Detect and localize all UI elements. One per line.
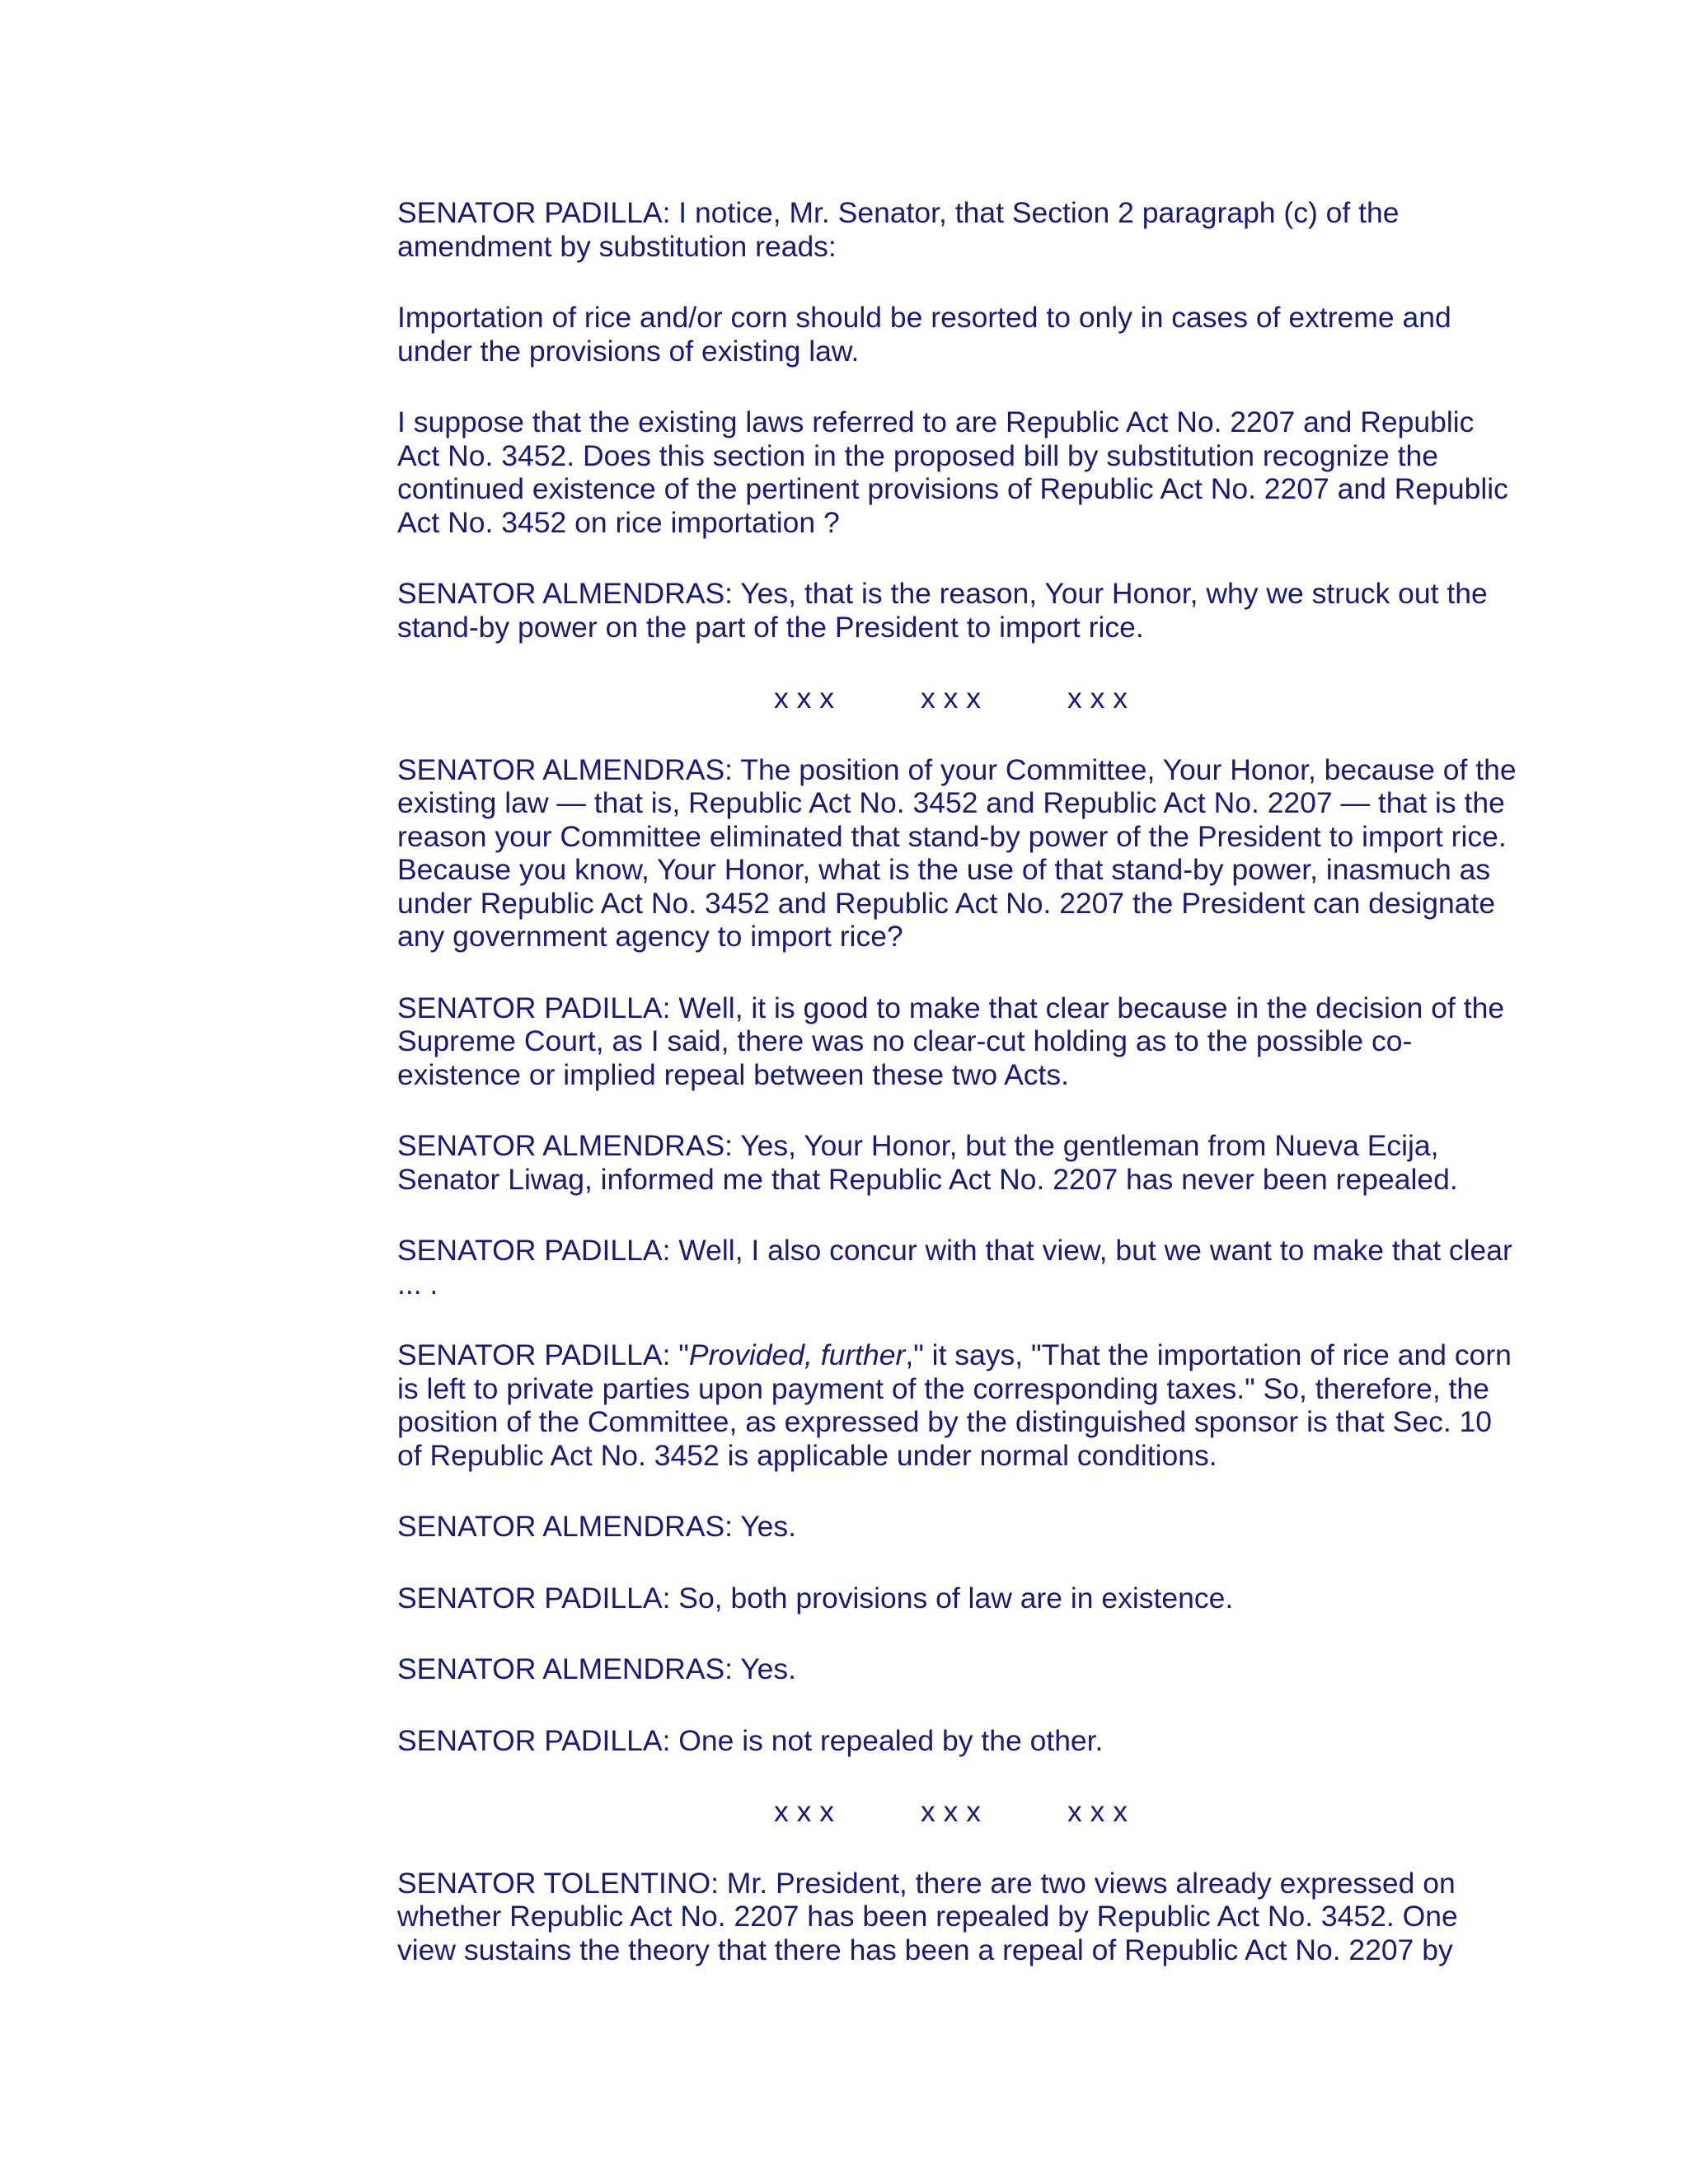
section-separator [397,1795,1518,1829]
separator-mark: x x x [1067,1795,1128,1828]
paragraph-almendras-yes-1: SENATOR ALMENDRAS: Yes. [397,1510,797,1543]
paragraph-padilla-provided-further [397,1338,1518,1472]
paragraph-padilla-both-provisions: SENATOR PADILLA: So, both provisions of law are in existence. [397,1581,1234,1615]
separator-mark: x x x [774,1795,834,1828]
paragraph-quoted-provision: Importation of rice and/or corn should be resorted to only in cases of extreme and under the provisions of existing law. [397,301,1451,368]
paragraph-padilla-concur: SENATOR PADILLA: Well, I also concur with that view, but we want to make that clear ... . [397,1234,1512,1301]
paragraph-existing-laws: I suppose that the existing laws referred to are Republic Act No. 2207 and Republic Act No. 3452. Does this section in the proposed bill by substitution recognize the continued existence of the pertinent provisions of Republic Act No. 2207 and Republic Act No. 3452 on rice importation ? [397,405,1508,539]
paragraph-padilla-notice: SENATOR PADILLA: I notice, Mr. Senator, that Section 2 paragraph (c) of the amendment by substitution reads: [397,196,1400,263]
paragraph-padilla-supreme-court: SENATOR PADILLA: Well, it is good to make that clear because in the decision of the Supreme Court, as I said, there was no clear-cut holding as to the possible co-existence or implied repeal between these two Acts. [397,991,1505,1091]
paragraph-almendras-yes-2: SENATOR ALMENDRAS: Yes. [397,1652,797,1685]
text-after-italic: ," it says, "That the importation of rice and corn is left to private parties upon payment of the corresponding taxes." So, therefore, the position of the Committee, as expressed by the distinguished sponsor is that Sec. 10 of Republic Act No. 3452 is applicable under normal conditions. [397,1338,1512,1472]
document-page [397,196,1518,2004]
separator-mark: x x x [921,1795,981,1828]
section-separator [397,682,1518,715]
paragraph-padilla-not-repealed: SENATOR PADILLA: One is not repealed by the other. [397,1723,1104,1757]
paragraph-almendras-committee: SENATOR ALMENDRAS: The position of your Committee, Your Honor, because of the existing law — that is, Republic Act No. 3452 and Republic Act No. 2207 — that is the reason your Committee eliminated that stand-by power of the President to import rice. Because you know, Your Honor, what is the use of that stand-by power, inasmuch as under Republic Act No. 3452 and Republic Act No. 2207 the President can designate any government agency to import rice? [397,752,1517,953]
separator-mark: x x x [1067,682,1128,715]
italic-phrase: Provided, further [688,1338,906,1371]
text-before-italic: SENATOR PADILLA: " [397,1338,689,1371]
separator-mark: x x x [921,682,981,715]
paragraph-almendras-liwag: SENATOR ALMENDRAS: Yes, Your Honor, but the gentleman from Nueva Ecija, Senator Liwag, informed me that Republic Act No. 2207 has never been repealed. [397,1129,1458,1196]
separator-mark: x x x [774,682,834,715]
paragraph-tolentino-views: SENATOR TOLENTINO: Mr. President, there are two views already expressed on whether Republic Act No. 2207 has been repealed by Republic Act No. 3452. One view sustains the theory that there has been a repeal of Republic Act No. 2207 by [397,1866,1458,1966]
paragraph-almendras-reason: SENATOR ALMENDRAS: Yes, that is the reason, Your Honor, why we struck out the stand-by power on the part of the President to import rice. [397,577,1488,644]
